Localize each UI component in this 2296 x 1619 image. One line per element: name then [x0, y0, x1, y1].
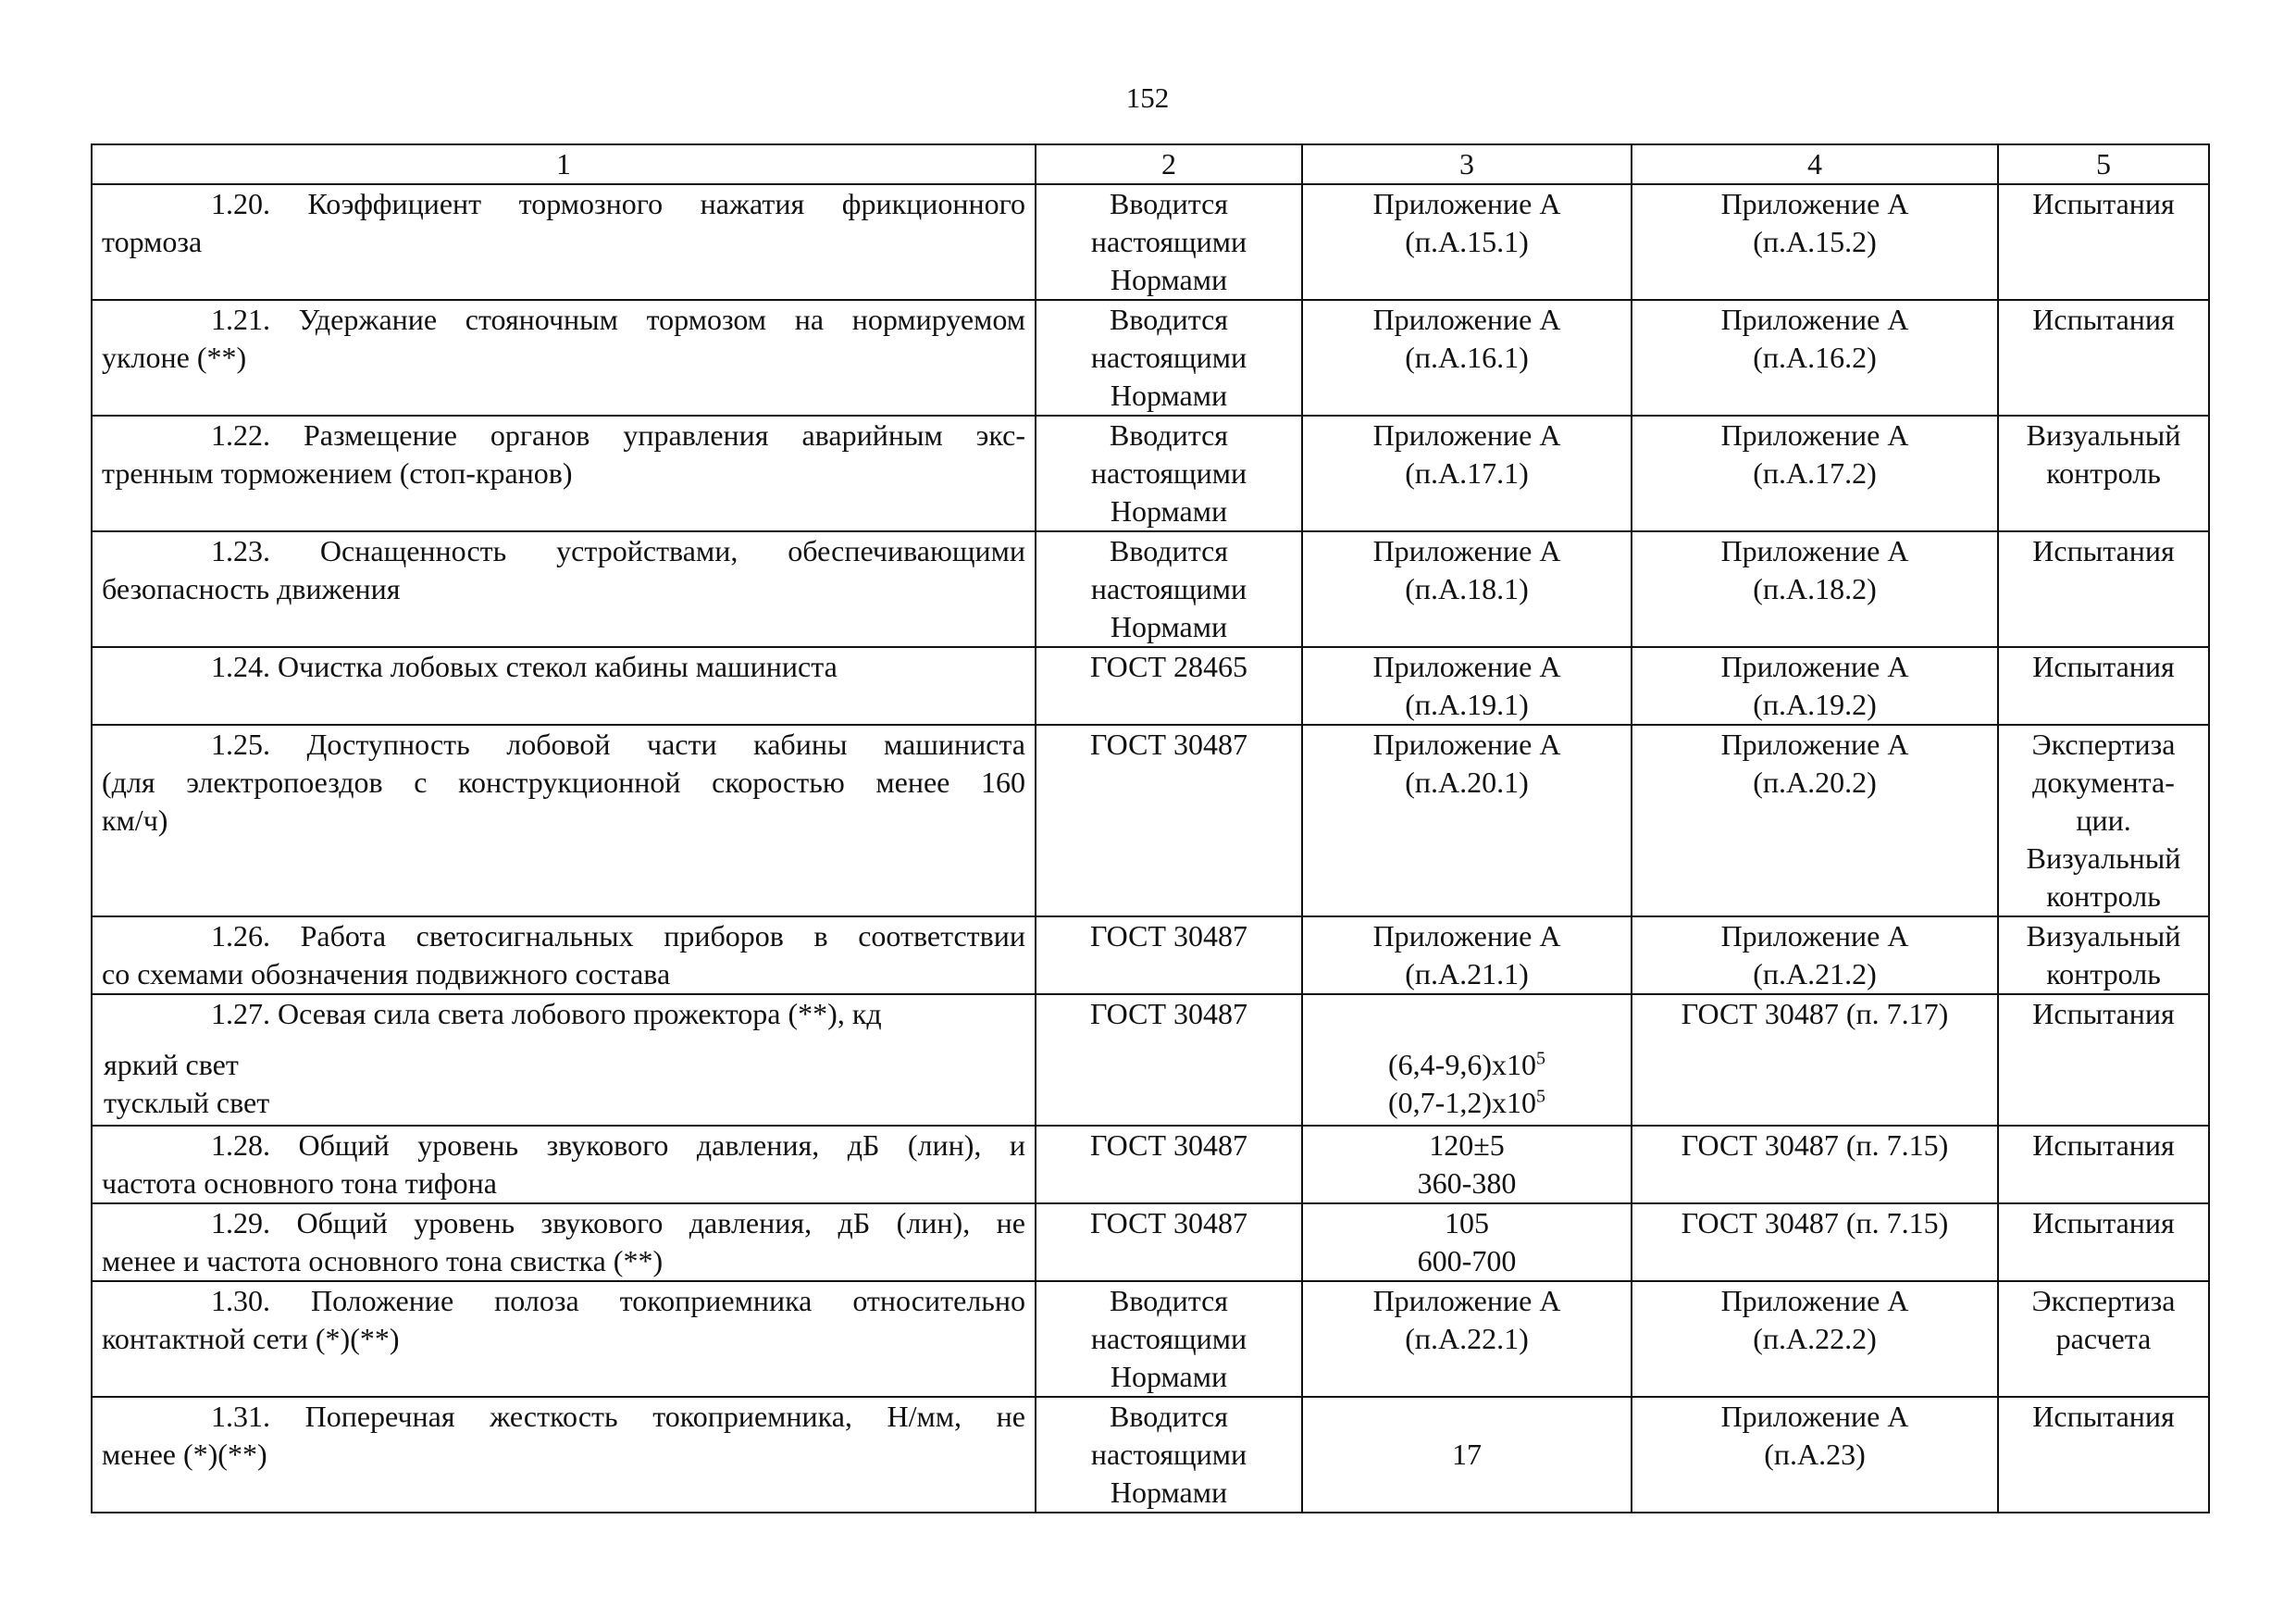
requirement-text-line: частота основного тона тифона	[102, 1166, 497, 1200]
check-type-line: Визуальный	[2026, 841, 2181, 875]
normative-document-cell	[1036, 416, 1302, 531]
norm-value-line: 600-700	[1417, 1244, 1517, 1277]
normative-document-line: Вводится	[1109, 1400, 1228, 1433]
requirement-text-line: со схемами обозначения подвижного состава	[102, 957, 671, 990]
verification-method-line: (п.А.16.2)	[1753, 341, 1877, 374]
normative-document-line: Вводится	[1109, 187, 1228, 220]
normative-document-line: настоящими	[1090, 225, 1247, 258]
norm-value-cell	[1302, 994, 1632, 1126]
requirement-text-line: 1.22. Размещение органов управления аварийным экс-	[211, 418, 1025, 452]
norm-value-line: 120±5	[1429, 1128, 1505, 1162]
norm-value-line: Приложение А	[1372, 187, 1561, 220]
norm-value-line: 105	[1445, 1206, 1489, 1239]
verification-method-line: (п.А.22.2)	[1753, 1322, 1877, 1355]
verification-method-line: Приложение А	[1720, 187, 1909, 220]
normative-document-cell	[1036, 531, 1302, 647]
norm-value-line: (п.А.16.1)	[1405, 341, 1529, 374]
normative-document-line: Вводится	[1109, 418, 1228, 452]
norm-value-cell	[1302, 1126, 1632, 1203]
normative-document-line: ГОСТ 30487	[1089, 997, 1248, 1030]
check-type-line: Испытания	[2032, 1206, 2175, 1239]
check-type-line: контроль	[2046, 879, 2161, 913]
normative-document-cell	[1036, 1203, 1302, 1281]
check-type-line: контроль	[2046, 456, 2161, 490]
norm-value-base: (0,7-1,2)х10	[1388, 1086, 1536, 1119]
requirement-cell	[92, 416, 1036, 531]
verification-method-cell	[1632, 184, 1998, 300]
norm-value-line: (п.А.15.1)	[1405, 225, 1529, 258]
normative-document-line: ГОСТ 28465	[1089, 650, 1248, 683]
norm-value-line: 360-380	[1417, 1166, 1517, 1200]
spacer	[1312, 995, 1621, 1033]
normative-document-cell	[1036, 300, 1302, 416]
norms-table	[91, 143, 2210, 1513]
requirement-cell	[92, 1397, 1036, 1513]
table-row	[92, 300, 2209, 416]
normative-document-line: Вводится	[1109, 1284, 1228, 1317]
verification-method-cell	[1632, 916, 1998, 994]
normative-document-line: Нормами	[1110, 1360, 1228, 1393]
verification-method-line: Приложение А	[1720, 919, 1909, 953]
check-type-cell	[1998, 1126, 2209, 1203]
requirement-cell	[92, 994, 1036, 1126]
verification-method-line: (п.А.23)	[1764, 1438, 1866, 1471]
verification-method-cell	[1632, 1203, 1998, 1281]
norm-value-line: 17	[1452, 1438, 1482, 1471]
spacer	[102, 1033, 1025, 1046]
verification-method-line: (п.А.19.2)	[1753, 688, 1877, 721]
sub-mode-label: яркий свет	[104, 1048, 239, 1081]
norm-value-base: (6,4-9,6)х10	[1388, 1048, 1536, 1081]
column-number-3: 3	[1302, 144, 1632, 184]
norm-value-line: (п.А.21.1)	[1405, 957, 1529, 990]
check-type-cell	[1998, 725, 2209, 916]
verification-method-line: ГОСТ 30487 (п. 7.17)	[1681, 997, 1949, 1030]
table-row	[92, 1203, 2209, 1281]
requirement-text-line: 1.25. Доступность лобовой части кабины машиниста	[211, 728, 1025, 761]
check-type-line: Испытания	[2032, 650, 2175, 683]
verification-method-cell	[1632, 416, 1998, 531]
verification-method-cell	[1632, 300, 1998, 416]
requirement-text-line: 1.27. Осевая сила света лобового прожектора (**), кд	[211, 997, 882, 1030]
norm-value-line: (п.А.18.1)	[1405, 572, 1529, 605]
norm-value-line: (п.А.17.1)	[1405, 456, 1529, 490]
requirement-cell	[92, 300, 1036, 416]
normative-document-line: Нормами	[1110, 263, 1228, 296]
requirement-cell	[92, 1281, 1036, 1397]
table-row	[92, 916, 2209, 994]
check-type-line: Испытания	[2032, 534, 2175, 567]
check-type-line: Визуальный	[2026, 418, 2181, 452]
check-type-cell	[1998, 647, 2209, 725]
normative-document-cell	[1036, 1281, 1302, 1397]
check-type-line: Экспертиза	[2031, 1284, 2176, 1317]
norm-value-line: Приложение А	[1372, 919, 1561, 953]
normative-document-line: настоящими	[1090, 1438, 1247, 1471]
check-type-cell	[1998, 916, 2209, 994]
check-type-line: Визуальный	[2026, 919, 2181, 953]
requirement-text-line: 1.26. Работа светосигнальных приборов в соответствии	[211, 919, 1025, 953]
norm-value-line: Приложение А	[1372, 650, 1561, 683]
normative-document-line: ГОСТ 30487	[1089, 728, 1248, 761]
normative-document-cell	[1036, 647, 1302, 725]
norm-value-line	[1312, 1398, 1621, 1436]
requirement-text-line: тренным торможением (стоп-кранов)	[102, 456, 573, 490]
requirement-text-line: км/ч)	[102, 803, 168, 837]
normative-document-line: Нормами	[1110, 494, 1228, 528]
check-type-line: расчета	[2055, 1322, 2152, 1355]
verification-method-cell	[1632, 994, 1998, 1126]
norm-value-line: Приложение А	[1372, 303, 1561, 336]
norm-value-cell	[1302, 1281, 1632, 1397]
requirement-text-line: 1.28. Общий уровень звукового давления, дБ (лин), и	[211, 1128, 1025, 1162]
normative-document-line: Нормами	[1110, 610, 1228, 643]
check-type-line: ции.	[2076, 803, 2131, 837]
verification-method-cell	[1632, 725, 1998, 916]
requirement-cell	[92, 916, 1036, 994]
requirement-text-line: контактной сети (*)(**)	[102, 1322, 400, 1355]
norm-value-line: (п.А.20.1)	[1405, 766, 1529, 799]
requirement-text-line: 1.20. Коэффициент тормозного нажатия фрикционного	[211, 187, 1025, 220]
column-number-4: 4	[1632, 144, 1998, 184]
verification-method-line: (п.А.18.2)	[1753, 572, 1877, 605]
norm-value-cell	[1302, 1397, 1632, 1513]
check-type-cell	[1998, 1397, 2209, 1513]
norm-value-exponent: 5	[1535, 1086, 1545, 1107]
requirement-cell	[92, 725, 1036, 916]
norm-value-line: Приложение А	[1372, 728, 1561, 761]
normative-document-line: ГОСТ 30487	[1089, 1128, 1248, 1162]
verification-method-cell	[1632, 531, 1998, 647]
requirement-text-line: 1.29. Общий уровень звукового давления, дБ (лин), не	[211, 1206, 1025, 1239]
column-number-2: 2	[1036, 144, 1302, 184]
norm-value-cell	[1302, 916, 1632, 994]
requirement-text-line: менее (*)(**)	[102, 1438, 267, 1471]
requirement-cell	[92, 531, 1036, 647]
verification-method-line: (п.А.15.2)	[1753, 225, 1877, 258]
check-type-line: Испытания	[2032, 303, 2175, 336]
normative-document-line: Вводится	[1109, 303, 1228, 336]
norm-value-line	[1312, 1084, 1621, 1122]
requirement-cell	[92, 1126, 1036, 1203]
normative-document-line: настоящими	[1090, 572, 1247, 605]
check-type-cell	[1998, 416, 2209, 531]
normative-document-cell	[1036, 1397, 1302, 1513]
check-type-line: документа-	[2032, 766, 2175, 799]
requirement-text-line: менее и частота основного тона свистка (**)	[102, 1244, 664, 1277]
verification-method-line: Приложение А	[1720, 728, 1909, 761]
normative-document-cell	[1036, 994, 1302, 1126]
verification-method-line: Приложение А	[1720, 1284, 1909, 1317]
spacer	[1312, 1033, 1621, 1046]
check-type-cell	[1998, 994, 2209, 1126]
verification-method-line: Приложение А	[1720, 303, 1909, 336]
check-type-line: Испытания	[2032, 1128, 2175, 1162]
normative-document-cell	[1036, 1126, 1302, 1203]
normative-document-line: настоящими	[1090, 456, 1247, 490]
requirement-text-line: уклоне (**)	[102, 341, 247, 374]
norm-value-cell	[1302, 300, 1632, 416]
check-type-line: контроль	[2046, 957, 2161, 990]
verification-method-line: Приложение А	[1720, 650, 1909, 683]
check-type-line: Экспертиза	[2031, 728, 2176, 761]
norm-value-cell	[1302, 416, 1632, 531]
verification-method-line: Приложение А	[1720, 534, 1909, 567]
column-number-1: 1	[92, 144, 1036, 184]
norm-value-line: Приложение А	[1372, 1284, 1561, 1317]
verification-method-line: (п.А.17.2)	[1753, 456, 1877, 490]
norm-value-line	[1312, 1046, 1621, 1084]
table-row	[92, 1281, 2209, 1397]
norm-value-cell	[1302, 531, 1632, 647]
verification-method-cell	[1632, 1281, 1998, 1397]
check-type-cell	[1998, 184, 2209, 300]
requirement-cell	[92, 647, 1036, 725]
norm-value-exponent: 5	[1535, 1048, 1545, 1069]
norm-value-line: (п.А.19.1)	[1405, 688, 1529, 721]
norm-value-line: Приложение А	[1372, 534, 1561, 567]
normative-document-cell	[1036, 725, 1302, 916]
table-row	[92, 416, 2209, 531]
requirement-text-line: 1.24. Очистка лобовых стекол кабины машиниста	[211, 650, 838, 683]
norm-value-cell	[1302, 184, 1632, 300]
table-row	[92, 994, 2209, 1126]
normative-document-line: настоящими	[1090, 1322, 1247, 1355]
normative-document-line: настоящими	[1090, 341, 1247, 374]
verification-method-line: Приложение А	[1720, 418, 1909, 452]
check-type-cell	[1998, 300, 2209, 416]
requirement-cell	[92, 1203, 1036, 1281]
requirement-text-line: 1.21. Удержание стояночным тормозом на нормируемом	[211, 303, 1025, 336]
verification-method-cell	[1632, 647, 1998, 725]
normative-document-line: ГОСТ 30487	[1089, 1206, 1248, 1239]
check-type-line: Испытания	[2032, 1400, 2175, 1433]
norm-value-cell	[1302, 725, 1632, 916]
requirement-text-line: 1.23. Оснащенность устройствами, обеспечивающими	[211, 534, 1025, 567]
table-row	[92, 1397, 2209, 1513]
verification-method-line: ГОСТ 30487 (п. 7.15)	[1681, 1206, 1949, 1239]
check-type-cell	[1998, 531, 2209, 647]
check-type-line: Испытания	[2032, 997, 2175, 1030]
verification-method-line: Приложение А	[1720, 1400, 1909, 1433]
verification-method-line: ГОСТ 30487 (п. 7.15)	[1681, 1128, 1949, 1162]
table-header-row	[92, 144, 2209, 184]
norm-value-line: (п.А.22.1)	[1405, 1322, 1529, 1355]
table-row	[92, 531, 2209, 647]
requirement-text-line: 1.31. Поперечная жесткость токоприемника, Н/мм, не	[211, 1400, 1025, 1433]
normative-document-cell	[1036, 184, 1302, 300]
sub-mode-label: тусклый свет	[104, 1086, 270, 1119]
requirement-cell	[92, 184, 1036, 300]
table-row	[92, 1126, 2209, 1203]
verification-method-line: (п.А.21.2)	[1753, 957, 1877, 990]
normative-document-line: Нормами	[1110, 1476, 1228, 1509]
norm-value-cell	[1302, 1203, 1632, 1281]
requirement-text-line: 1.30. Положение полоза токоприемника относительно	[211, 1284, 1025, 1317]
check-type-cell	[1998, 1203, 2209, 1281]
verification-method-line: (п.А.20.2)	[1753, 766, 1877, 799]
page-number: 152	[1125, 81, 1170, 114]
table-row	[92, 725, 2209, 916]
requirement-text-line: безопасность движения	[102, 572, 401, 605]
verification-method-cell	[1632, 1397, 1998, 1513]
normative-document-line: Нормами	[1110, 379, 1228, 412]
normative-document-cell	[1036, 916, 1302, 994]
normative-document-line: ГОСТ 30487	[1089, 919, 1248, 953]
table-row	[92, 184, 2209, 300]
norm-value-line: Приложение А	[1372, 418, 1561, 452]
check-type-line: Испытания	[2032, 187, 2175, 220]
normative-document-line: Вводится	[1109, 534, 1228, 567]
check-type-cell	[1998, 1281, 2209, 1397]
table-row	[92, 647, 2209, 725]
verification-method-cell	[1632, 1126, 1998, 1203]
norm-value-cell	[1302, 647, 1632, 725]
column-number-5: 5	[1998, 144, 2209, 184]
requirement-text-line: тормоза	[102, 225, 203, 258]
requirement-text-line: (для электропоездов с конструкционной скоростью менее 160	[102, 766, 1025, 799]
